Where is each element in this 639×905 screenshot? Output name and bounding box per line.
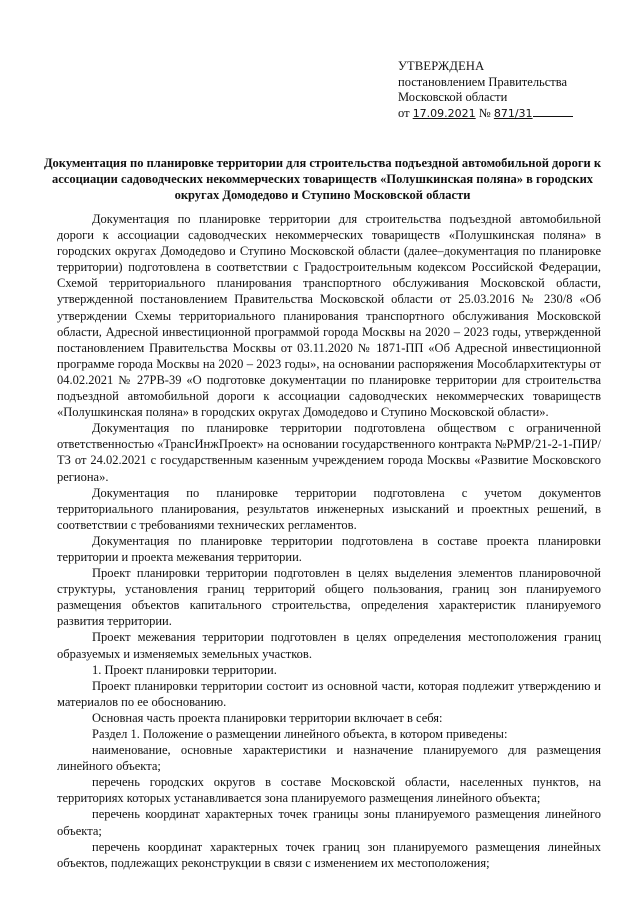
approval-underline <box>533 106 573 117</box>
approval-date-line <box>398 106 618 122</box>
list-item: перечень городских округов в составе Московской области, населенных пунктов, на территориях которых устанавливается зона планируемого размещения линейного объекта; <box>57 775 601 806</box>
paragraph: Проект межевания территории подготовлен в целях определения местоположения границ образуемых и изменяемых земельных участков. <box>57 630 601 661</box>
paragraph: Документация по планировке территории подготовлена с учетом документов территориального планирования, результатов инженерных изысканий и проектных решений, в соответствии с требованиями технических регламентов. <box>57 485 601 532</box>
approval-line-2: Московской области <box>398 90 508 105</box>
paragraph: Документация по планировке территории для строительства подъездной автомобильной дороги к ассоциации садоводческих некоммерческих товариществ «Полушкинская поляна» в городских округах Домодедово и Ступино Московской области (далее–документация по планировке территории) подготовлена в соответствии с Градостроительным кодексом Российской Федерации, Схемой территориального планирования транспортного обслуживания Московской области, утвержденной постановлением Правительства Московской области от 25.03.2016 № 230/8 «Об утверждении Схемы территориального планирования транспортного обслуживания Московской области, Адресной инвестиционной программой города Москвы на 2020 – 2023 годы, утвержденной постановлением Правительства Москвы от 03.11.2020 № 1871-ПП «Об Адресной инвестиционной программе города Москвы на 2020 – 2023 годы», на основании распоряжения Мособлархитектуры от 04.02.2021 № 27РВ-39 «О подготовке документации по планировке территории для строительства подъездной автомобильной дороги к ассоциации садоводческих некоммерческих товариществ «Полушкинская поляна» в городских округах Домодедово и Ступино Московской области». <box>57 212 601 420</box>
approval-number-prefix: № <box>478 105 491 120</box>
approval-stamp <box>398 59 618 121</box>
paragraph: Документация по планировке территории подготовлена в составе проекта планировки территории и проекта межевания территории. <box>57 533 601 564</box>
paragraph: Документация по планировке территории подготовлена обществом с ограниченной ответственностью «ТрансИнжПроект» на основании государственного контракта №РМР/21-2-1-ПИР/ТЗ от 24.02.2021 с государственным казенным учреждением города Москвы «Развитие Московского региона». <box>57 421 601 484</box>
approval-line-1: постановлением Правительства <box>398 74 568 89</box>
document-title: Документация по планировке территории для строительства подъездной автомобильной дороги к ассоциации садоводческих некоммерческих товариществ «Полушкинская поляна» в городских округах Домодедово и Ступино Московской области <box>43 156 602 202</box>
paragraph: Основная часть проекта планировки территории включает в себя: <box>92 710 443 725</box>
document-body <box>57 211 601 871</box>
approval-date: 17.09.2021 <box>412 106 476 120</box>
paragraph: Проект планировки территории подготовлен в целях выделения элементов планировочной структуры, установления границ территорий общего пользования, границ зон планируемого размещения объектов капитального строительства, определения характеристик планируемого развития территории. <box>57 566 601 629</box>
approval-title: УТВЕРЖДЕНА <box>398 59 485 73</box>
section-heading: 1. Проект планировки территории. <box>92 662 277 677</box>
approval-number: 871/31 <box>493 106 533 120</box>
paragraph: Проект планировки территории состоит из основной части, которая подлежит утверждению и материалов по ее обоснованию. <box>57 678 601 709</box>
list-item: наименование, основные характеристики и назначение планируемого для размещения линейного объекта; <box>57 743 601 774</box>
list-item: перечень координат характерных точек границы зоны планируемого размещения линейного объекта; <box>57 807 601 838</box>
approval-date-prefix: от <box>398 105 410 120</box>
list-item: перечень координат характерных точек границ зон планируемого размещения линейных объектов, подлежащих реконструкции в связи с изменением их местоположения; <box>57 839 601 870</box>
paragraph: Раздел 1. Положение о размещении линейного объекта, в котором приведены: <box>92 727 508 741</box>
